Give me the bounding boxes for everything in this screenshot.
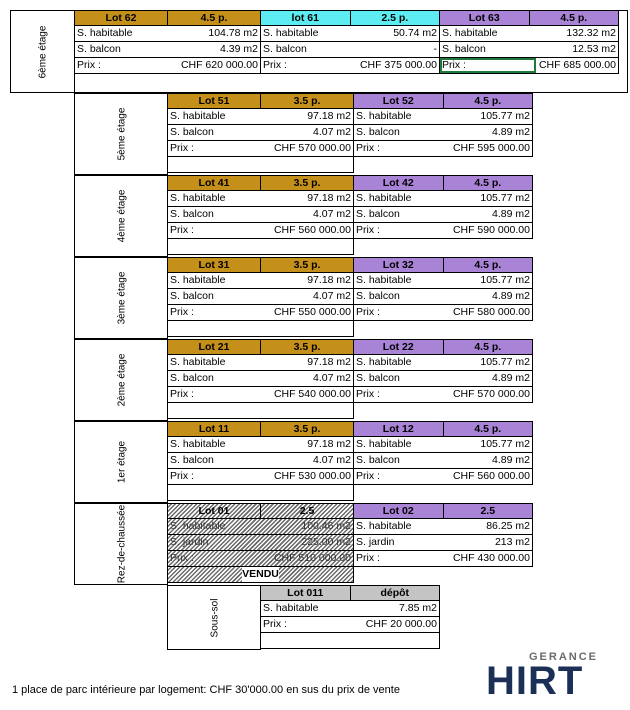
lot-rooms: 4.5 p.: [443, 94, 533, 108]
floor-label: [75, 94, 169, 174]
lot-name: Lot 41: [198, 177, 230, 189]
habitable-label: S. habitable: [170, 274, 226, 286]
habitable-label: S. habitable: [356, 520, 412, 532]
habitable-value: 132.32 m2: [566, 27, 616, 39]
price-label: Prix :: [356, 142, 380, 154]
price-value: CHF 580 000.00: [452, 306, 530, 318]
lot-rooms: 4.5 p.: [167, 11, 260, 25]
floor-ground: [74, 503, 168, 585]
secondary-label: S. balcon: [263, 43, 307, 55]
price-value: CHF 620 000.00: [180, 59, 258, 71]
habitable-value: 97.18 m2: [307, 274, 351, 286]
floor-label: [75, 258, 169, 338]
lot-011[interactable]: [260, 585, 440, 649]
lot-22[interactable]: [353, 339, 533, 403]
habitable-label: S. habitable: [170, 356, 226, 368]
lot-rooms: 3.5 p.: [260, 176, 353, 190]
lot-name: Lot 31: [198, 259, 230, 271]
lot-63[interactable]: [439, 10, 619, 74]
price-label: Prix :: [263, 618, 287, 630]
habitable-label: S. habitable: [170, 110, 226, 122]
secondary-value: 213 m2: [494, 536, 530, 548]
floor-4: [74, 175, 168, 257]
habitable-value: 104.78 m2: [208, 27, 258, 39]
lot-name: Lot 51: [198, 95, 230, 107]
price-label: Prix :: [356, 224, 380, 236]
lot-61[interactable]: [260, 10, 440, 74]
lot-name: Lot 12: [382, 423, 414, 435]
habitable-value: 105.77 m2: [480, 274, 530, 286]
floor-label: [75, 340, 169, 420]
secondary-label: S. balcon: [356, 126, 400, 138]
lot-41[interactable]: [167, 175, 354, 255]
price-label: Prix :: [77, 59, 101, 71]
secondary-label: S. balcon: [77, 43, 121, 55]
lot-rooms: 2.5 p.: [350, 11, 440, 25]
habitable-label: S. habitable: [170, 520, 226, 532]
lot-01[interactable]: [167, 503, 354, 583]
habitable-label: S. habitable: [356, 438, 412, 450]
price-label: Prix :: [170, 552, 194, 564]
secondary-label: S. balcon: [170, 126, 214, 138]
floor-label: [75, 422, 169, 502]
price-value: CHF 550 000.00: [273, 306, 351, 318]
secondary-value: 4.89 m2: [492, 208, 530, 220]
secondary-value: 4.89 m2: [492, 454, 530, 466]
price-label: Prix :: [170, 306, 194, 318]
habitable-label: S. habitable: [356, 274, 412, 286]
price-label: Prix :: [356, 306, 380, 318]
lot-name: Lot 21: [198, 341, 230, 353]
secondary-label: S. balcon: [170, 454, 214, 466]
floor-label-text: Sous-sol: [209, 598, 221, 637]
floor-label: [75, 504, 169, 584]
lot-62[interactable]: [74, 10, 261, 74]
lot-rooms: 2.5: [260, 504, 353, 518]
lot-name: Lot 22: [382, 341, 414, 353]
floor-label: [168, 586, 262, 649]
lot-rooms: 3.5 p.: [260, 258, 353, 272]
floor-label-text: Rez-de-chaussée: [116, 504, 128, 584]
lot-11[interactable]: [167, 421, 354, 501]
price-value: CHF 510 000.00: [273, 552, 351, 564]
lot-rooms: 2.5: [443, 504, 533, 518]
habitable-label: S. habitable: [77, 27, 133, 39]
habitable-label: S. habitable: [263, 602, 319, 614]
habitable-value: 100.46 m2: [301, 520, 351, 532]
secondary-label: S. balcon: [356, 290, 400, 302]
floor-5: [74, 93, 168, 175]
lot-name: Lot 62: [105, 12, 137, 24]
habitable-value: 105.77 m2: [480, 356, 530, 368]
floor-2: [74, 339, 168, 421]
lot-rooms: 3.5 p.: [260, 94, 353, 108]
habitable-value: 97.18 m2: [307, 356, 351, 368]
lot-name: Lot 32: [382, 259, 414, 271]
price-value: CHF 20 000.00: [365, 618, 437, 630]
price-value: CHF 570 000.00: [273, 142, 351, 154]
lot-rooms: 4.5 p.: [443, 176, 533, 190]
floor-label-text: 4ème étage: [116, 189, 128, 243]
price-label: Prix :: [263, 59, 287, 71]
lot-42[interactable]: [353, 175, 533, 239]
lot-rooms: 4.5 p.: [443, 340, 533, 354]
price-label: Prix :: [170, 224, 194, 236]
lot-rooms: 3.5 p.: [260, 340, 353, 354]
company-logo: [486, 651, 600, 703]
secondary-label: S. balcon: [356, 372, 400, 384]
lot-name: lot 61: [291, 12, 319, 24]
lot-51[interactable]: [167, 93, 354, 173]
logo-title: HIRT: [486, 659, 584, 703]
floor-label: [75, 176, 169, 256]
secondary-value: 4.07 m2: [313, 290, 351, 302]
floor-label-text: 5ème étage: [116, 107, 128, 161]
habitable-label: S. habitable: [170, 438, 226, 450]
secondary-value: 4.89 m2: [492, 372, 530, 384]
habitable-value: 97.18 m2: [307, 192, 351, 204]
price-label: Prix :: [356, 388, 380, 400]
lot-rooms: 4.5 p.: [443, 422, 533, 436]
lot-name: Lot 02: [382, 505, 414, 517]
price-label: Prix :: [170, 142, 194, 154]
secondary-label: S. balcon: [170, 208, 214, 220]
habitable-value: 105.77 m2: [480, 438, 530, 450]
price-label: Prix :: [170, 388, 194, 400]
habitable-label: S. habitable: [263, 27, 319, 39]
secondary-value: 4.07 m2: [313, 208, 351, 220]
lot-name: Lot 63: [468, 12, 500, 24]
secondary-label: S. balcon: [442, 43, 486, 55]
habitable-label: S. habitable: [356, 356, 412, 368]
price-value: CHF 540 000.00: [273, 388, 351, 400]
habitable-value: 50.74 m2: [393, 27, 437, 39]
lot-52[interactable]: [353, 93, 533, 157]
sold-badge: VENDU: [242, 568, 279, 580]
price-label: Prix :: [170, 470, 194, 482]
secondary-value: 4.07 m2: [313, 372, 351, 384]
secondary-value: 4.07 m2: [313, 126, 351, 138]
lot-02[interactable]: [353, 503, 533, 567]
lot-rooms: 4.5 p.: [443, 258, 533, 272]
secondary-value: 4.39 m2: [220, 43, 258, 55]
price-value: CHF 560 000.00: [452, 470, 530, 482]
floor-basement: [167, 585, 261, 650]
floor-label-text: 1er étage: [116, 440, 128, 484]
logo-subtitle: GERANCE: [528, 651, 598, 663]
lot-name: Lot 11: [198, 423, 230, 435]
lot-31[interactable]: [167, 257, 354, 337]
lot-32[interactable]: [353, 257, 533, 321]
floor-label-text: 6ème étage: [37, 25, 48, 78]
floor-label-text: 3ème étage: [116, 271, 128, 325]
price-value: CHF 685 000.00: [538, 59, 616, 71]
habitable-value: 7.85 m2: [399, 602, 437, 614]
secondary-value: 4.89 m2: [492, 126, 530, 138]
secondary-label: S. balcon: [356, 454, 400, 466]
lot-rooms: 4.5 p.: [529, 11, 619, 25]
price-label: Prix :: [356, 470, 380, 482]
secondary-value: 225.00 m2: [301, 536, 351, 548]
habitable-value: 105.77 m2: [480, 110, 530, 122]
price-value: CHF 570 000.00: [452, 388, 530, 400]
secondary-label: S. balcon: [170, 290, 214, 302]
secondary-label: S. jardin: [170, 536, 209, 548]
secondary-value: -: [433, 43, 437, 55]
secondary-value: 4.07 m2: [313, 454, 351, 466]
secondary-label: S. balcon: [356, 208, 400, 220]
floor-label-text: 2ème étage: [116, 353, 128, 407]
lot-12[interactable]: [353, 421, 533, 485]
lot-21[interactable]: [167, 339, 354, 419]
secondary-label: S. balcon: [170, 372, 214, 384]
habitable-label: S. habitable: [170, 192, 226, 204]
habitable-label: S. habitable: [442, 27, 498, 39]
price-value: CHF 430 000.00: [452, 552, 530, 564]
price-value: CHF 590 000.00: [452, 224, 530, 236]
lot-name: Lot 42: [382, 177, 414, 189]
lot-name: Lot 52: [382, 95, 414, 107]
price-label: Prix :: [356, 552, 380, 564]
price-value: CHF 375 000.00: [359, 59, 437, 71]
habitable-value: 86.25 m2: [486, 520, 530, 532]
floor-3: [74, 257, 168, 339]
lot-rooms: dépôt: [350, 586, 440, 600]
secondary-label: S. jardin: [356, 536, 395, 548]
selected-cell[interactable]: Prix :: [440, 58, 536, 73]
floor-label: [11, 11, 75, 92]
lot-name: Lot 011: [287, 587, 324, 599]
secondary-value: 4.89 m2: [492, 290, 530, 302]
footnote: 1 place de parc intérieure par logement: CHF 30'000.00 en sus du prix de vente: [12, 684, 400, 696]
price-value: CHF 560 000.00: [273, 224, 351, 236]
habitable-label: S. habitable: [356, 192, 412, 204]
habitable-value: 105.77 m2: [480, 192, 530, 204]
habitable-value: 97.18 m2: [307, 110, 351, 122]
price-value: CHF 530 000.00: [273, 470, 351, 482]
habitable-value: 97.18 m2: [307, 438, 351, 450]
secondary-value: 12.53 m2: [572, 43, 616, 55]
lot-rooms: 3.5 p.: [260, 422, 353, 436]
price-value: CHF 595 000.00: [452, 142, 530, 154]
habitable-label: S. habitable: [356, 110, 412, 122]
floor-1: [74, 421, 168, 503]
lot-name: Lot 01: [198, 505, 230, 517]
